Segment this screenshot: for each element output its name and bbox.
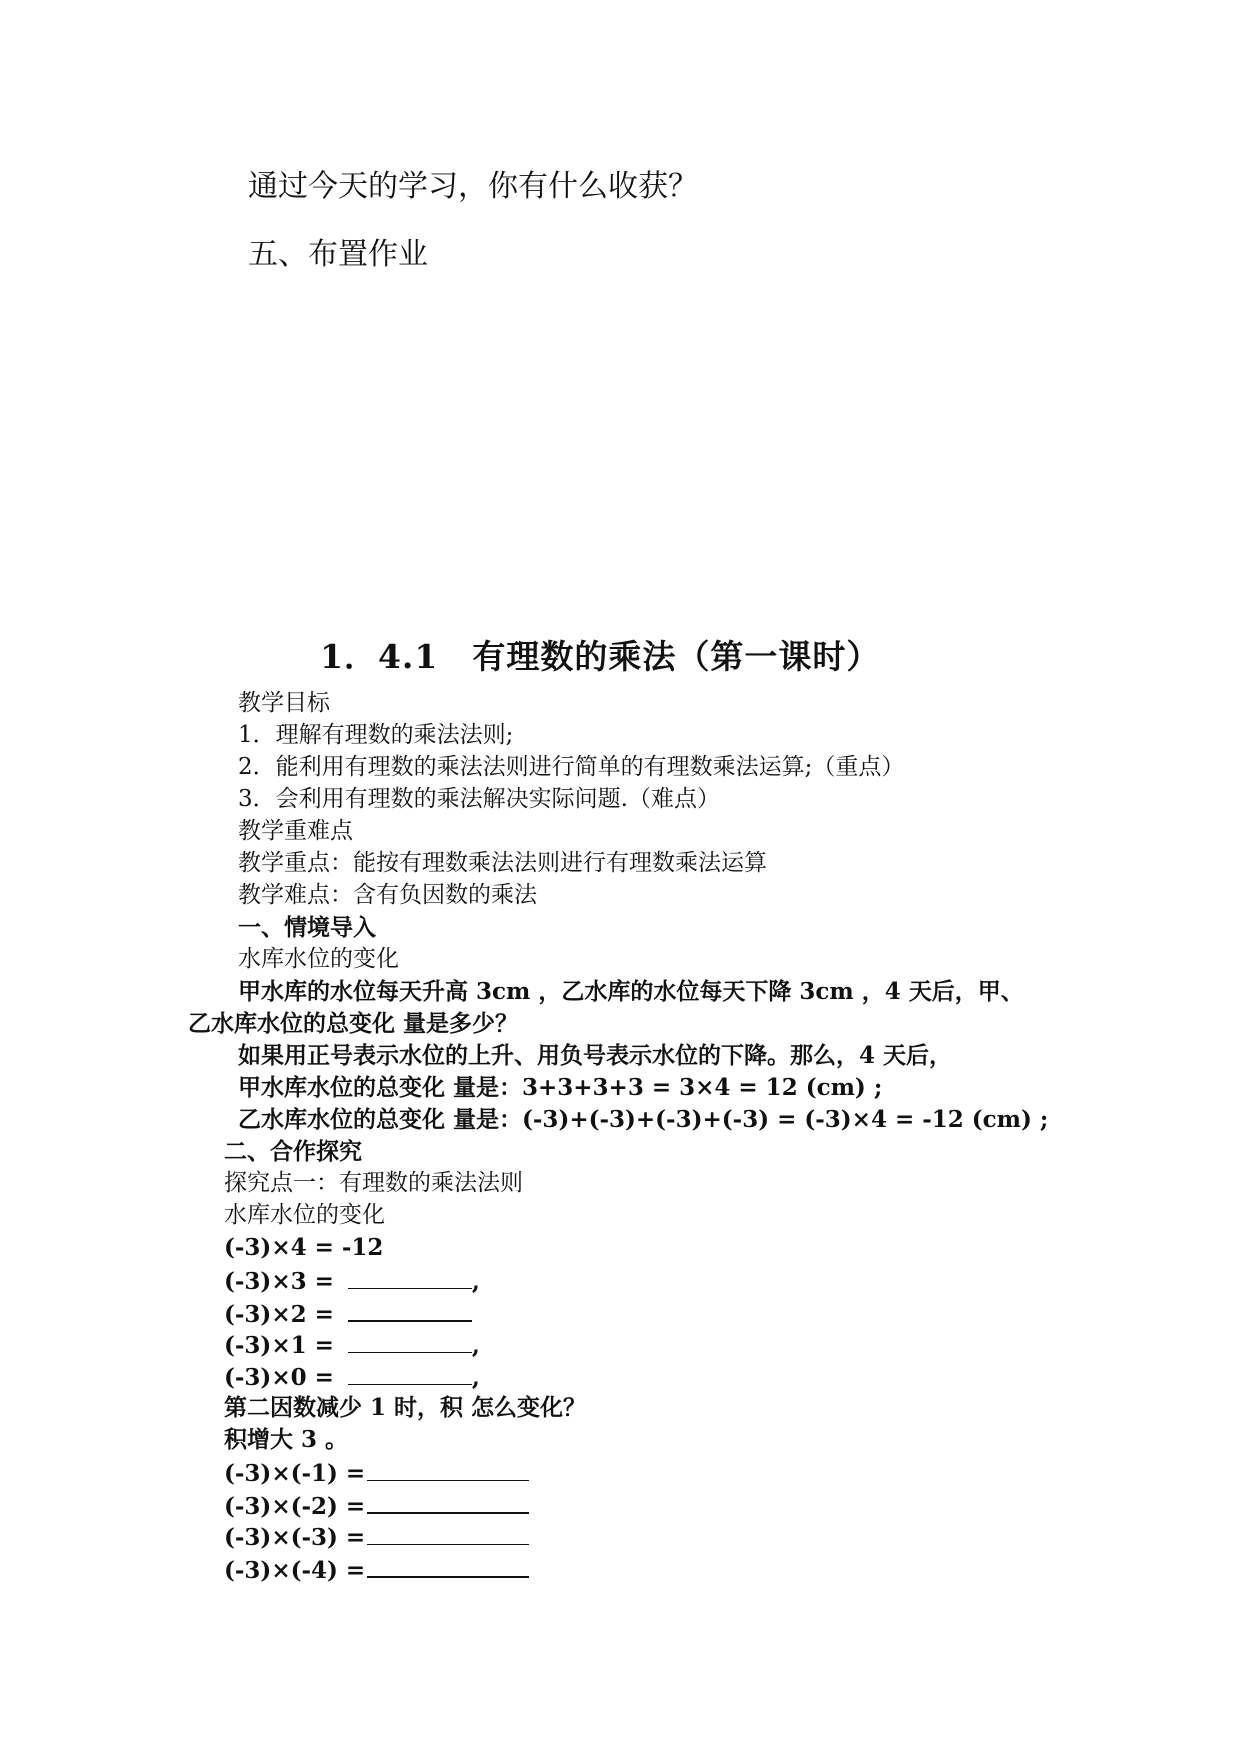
key-focus: 教学重点：能按有理数乘法法则进行有理数乘法运算 xyxy=(238,850,767,876)
key-points-heading: 教学重难点 xyxy=(238,818,353,844)
equation-row xyxy=(224,1332,480,1357)
answer-blank[interactable] xyxy=(367,1524,529,1545)
equation-tail: , xyxy=(471,1268,480,1295)
answer-blank[interactable] xyxy=(348,1364,472,1385)
homework-heading: 五、布置作业 xyxy=(248,237,428,272)
equation-row xyxy=(224,1236,383,1259)
lesson-title: 1．4.1 有理数的乘法（第一课时） xyxy=(320,637,881,676)
equation-text: (-3)×(-2) = xyxy=(224,1493,366,1520)
equation-text: (-3)×0 = xyxy=(224,1364,342,1391)
objective-item: 1．理解有理数的乘法法则; xyxy=(238,722,514,748)
section1-subtitle: 水库水位的变化 xyxy=(238,946,399,972)
equation-text: (-3)×(-1) = xyxy=(224,1460,366,1487)
factor-change-answer: 积增大 3 。 xyxy=(224,1426,349,1453)
answer-blank[interactable] xyxy=(348,1300,472,1322)
objective-item: 2．能利用有理数的乘法法则进行简单的有理数乘法运算;（重点） xyxy=(238,754,905,780)
section2-point: 探究点一：有理数的乘法法则 xyxy=(224,1170,523,1196)
equation-row xyxy=(224,1460,529,1485)
answer-blank[interactable] xyxy=(367,1492,529,1514)
section1-heading: 一、情境导入 xyxy=(238,914,376,941)
section1-reservoir-a: 甲水库水位的总变化 量是：3+3+3+3 = 3×4 = 12 (cm) ; xyxy=(238,1074,883,1101)
equation-row xyxy=(224,1524,529,1549)
factor-change-question: 第二因数减少 1 时，积 怎么变化？ xyxy=(224,1394,587,1421)
answer-blank[interactable] xyxy=(348,1268,472,1289)
objectives-heading: 教学目标 xyxy=(238,690,330,716)
reflection-question: 通过今天的学习，你有什么收获？ xyxy=(248,169,698,204)
equation-text: (-3)×1 = xyxy=(224,1332,342,1359)
equation-text: (-3)×(-3) = xyxy=(224,1524,366,1551)
equation-row xyxy=(224,1300,472,1326)
key-difficulty: 教学难点：含有负因数的乘法 xyxy=(238,882,537,908)
equation-row xyxy=(224,1364,480,1389)
equation-tail: , xyxy=(471,1364,480,1391)
section1-problem-line2: 乙水库水位的总变化 量是多少？ xyxy=(188,1010,519,1037)
equation-text: (-3)×4 = -12 xyxy=(224,1234,384,1261)
equation-text: (-3)×(-4) = xyxy=(224,1557,366,1584)
equation-text: (-3)×3 = xyxy=(224,1268,342,1295)
equation-tail: , xyxy=(471,1332,480,1359)
section1-reservoir-b: 乙水库水位的总变化 量是：(-3)+(-3)+(-3)+(-3) = (-3)×4 = -12 (cm) ; xyxy=(238,1106,1049,1133)
section2-heading: 二、合作探究 xyxy=(224,1138,362,1165)
section1-problem-line1: 甲水库的水位每天升高 3cm ，乙水库的水位每天下降 3cm ，4 天后，甲、 xyxy=(238,978,1024,1005)
equation-row xyxy=(224,1492,529,1518)
answer-blank[interactable] xyxy=(348,1332,472,1353)
section1-sign-convention: 如果用正号表示水位的上升、用负号表示水位的下降。那么，4 天后， xyxy=(238,1042,953,1069)
section2-subtitle: 水库水位的变化 xyxy=(224,1202,385,1228)
answer-blank[interactable] xyxy=(367,1460,529,1481)
equation-row xyxy=(224,1268,480,1293)
answer-blank[interactable] xyxy=(367,1556,529,1578)
equation-row xyxy=(224,1556,529,1582)
equation-text: (-3)×2 = xyxy=(224,1301,342,1328)
objective-item: 3．会利用有理数的乘法解决实际问题.（难点） xyxy=(238,786,720,812)
